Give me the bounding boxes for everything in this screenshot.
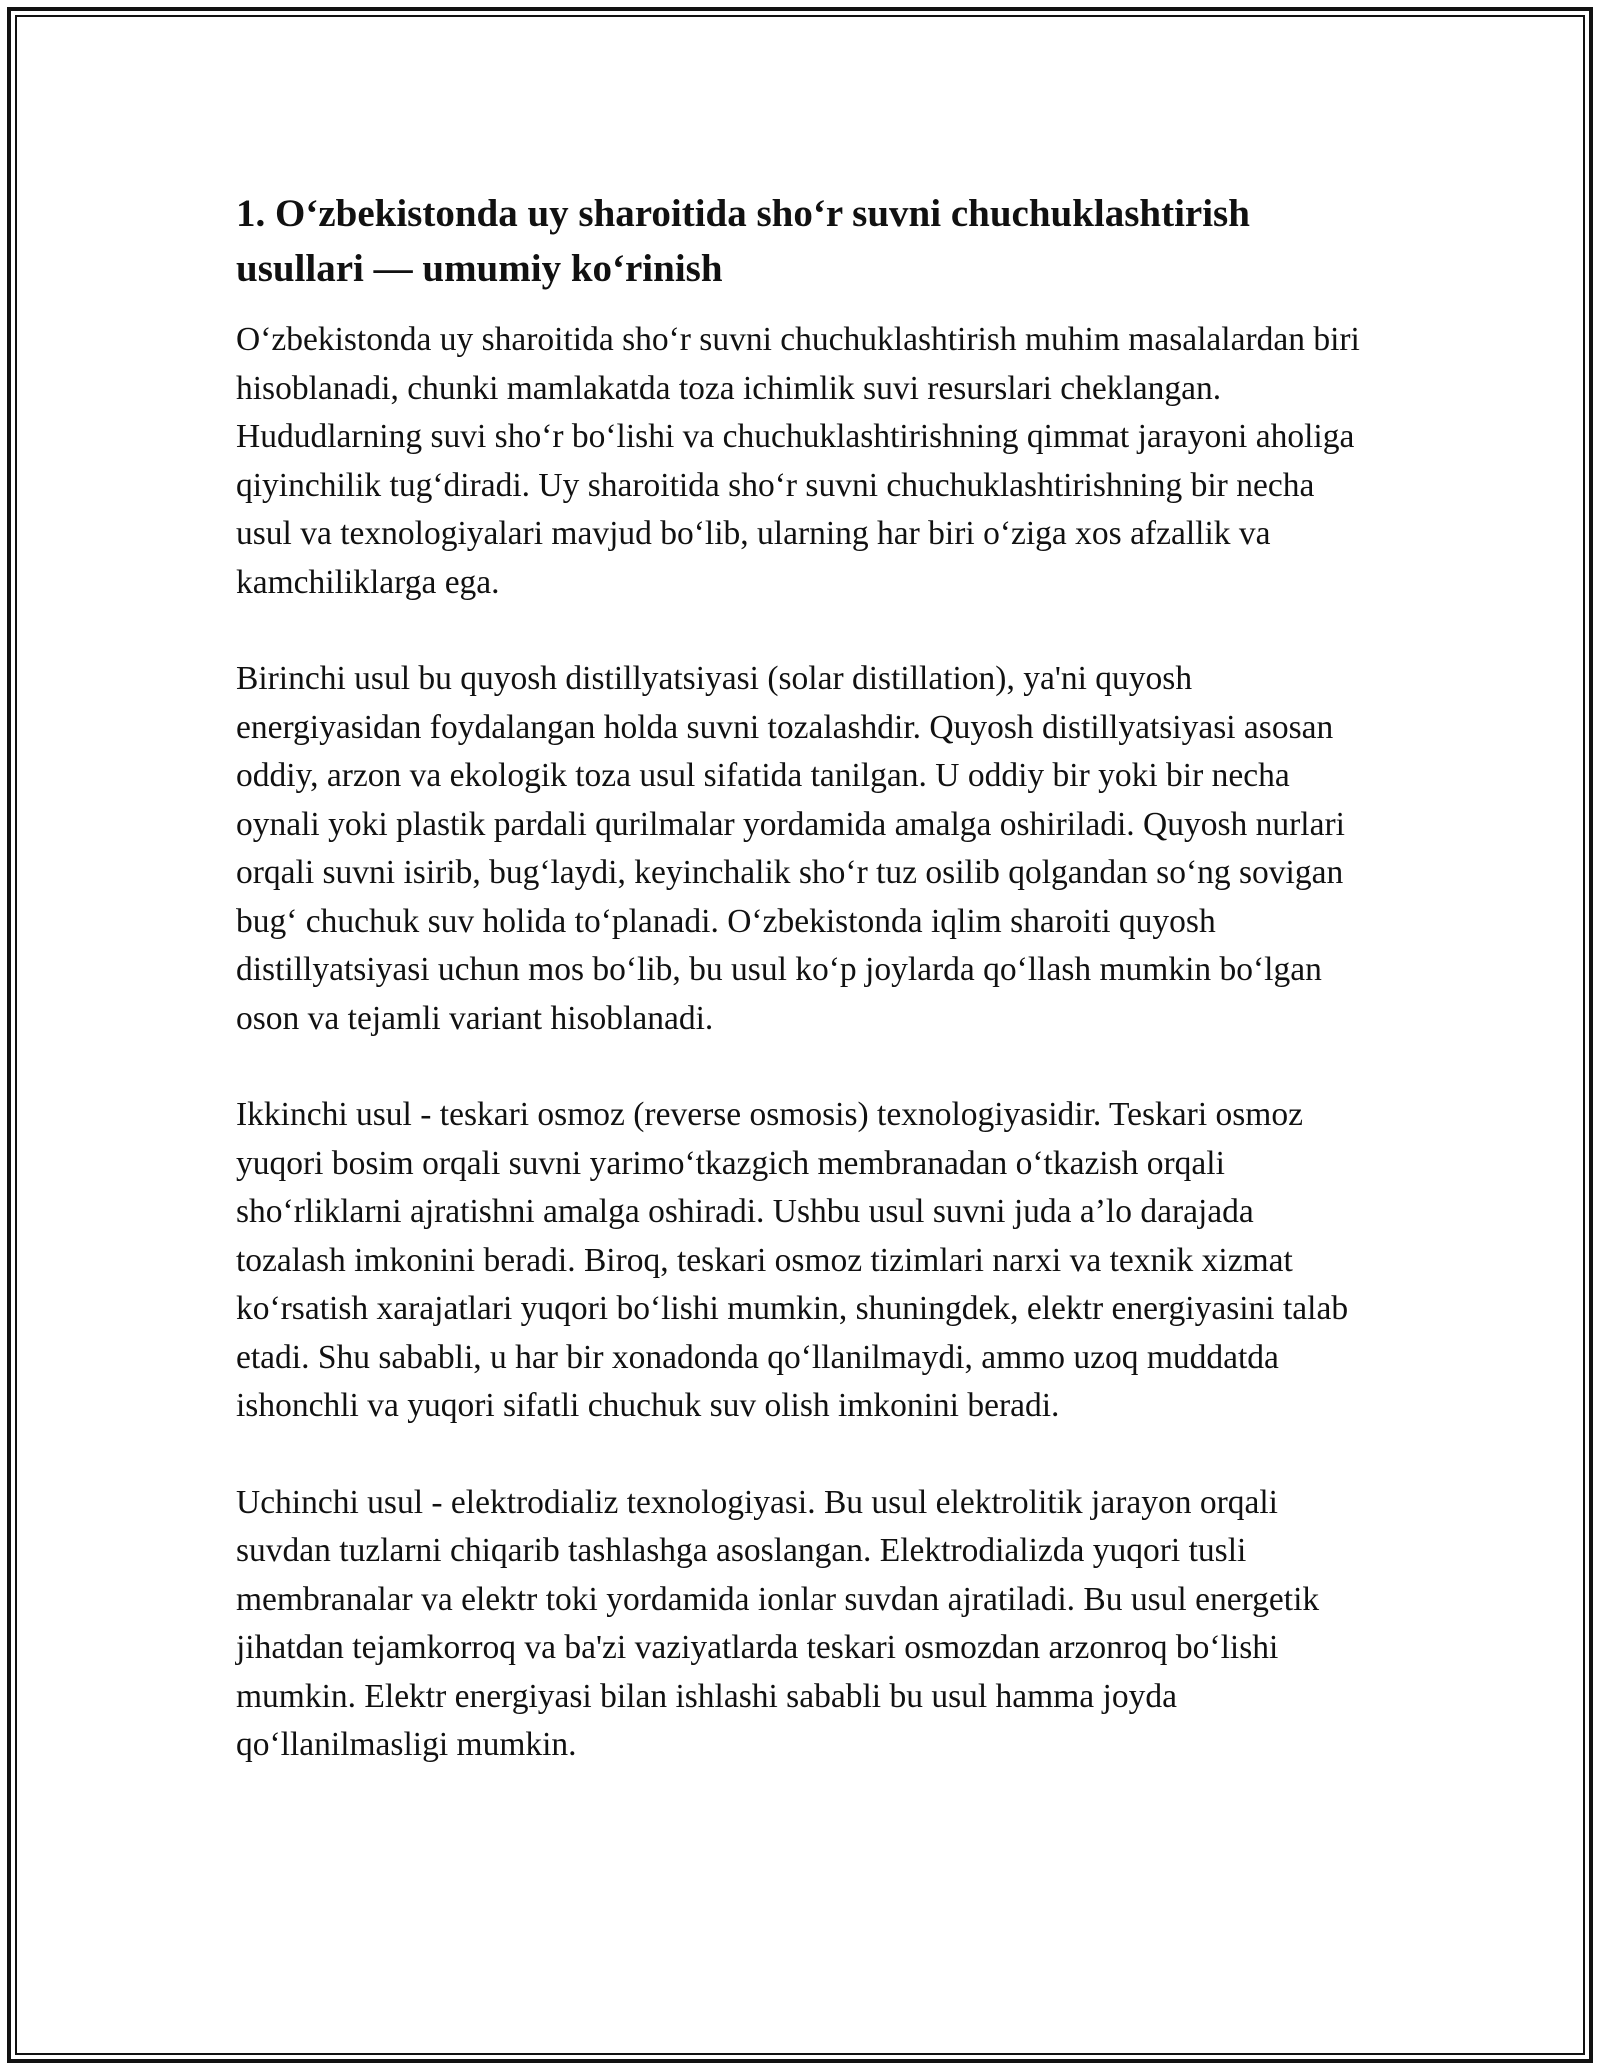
paragraph-electrodialysis: Uchinchi usul - elektrodializ texnologiyasi. Bu usul elektrolitik jarayon orqali suvdan tuzlarni chiqarib tashlashga asoslangan. Elektrodializda yuqori tusli membranalar va elektr toki yordamida ionlar suvdan ajratiladi. Bu usul energetik jihatdan tejamkorroq va ba'zi vaziyatlarda teskari osmozdan arzonroq bo‘lishi mumkin. Elektr energiyasi bilan ishlashi sababli bu usul hamma joyda qo‘llanilmasligi mumkin. — [236, 1483, 1320, 1763]
section-heading: 1. O‘zbekistonda uy sharoitida sho‘r suvni chuchuklashtirish usullari — umumiy ko‘rinish — [236, 192, 1250, 290]
paragraph-reverse-osmosis: Ikkinchi usul - teskari osmoz (reverse osmosis) texnologiyasidir. Teskari osmoz yuqori bosim orqali suvni yarimo‘tkazgich membranadan o‘tkazish orqali sho‘rliklarni ajratishni amalga oshiradi. Ushbu usul suvni juda a’lo darajada tozalash imkonini beradi. Biroq, teskari osmoz tizimlari narxi va texnik xizmat ko‘rsatish xarajatlari yuqori bo‘lishi mumkin, shuningdek, elektr energiyasini talab etadi. Shu sababli, u har bir xonadonda qo‘llanilmaydi, ammo uzoq muddatda ishonchli va yuqori sifatli chuchuk suv olish imkonini beradi. — [236, 1096, 1349, 1424]
paragraph-intro: O‘zbekistonda uy sharoitida sho‘r suvni chuchuklashtirish muhim masalalardan biri hisoblanadi, chunki mamlakatda toza ichimlik suvi resurslari cheklangan. Hududlarning suvi sho‘r bo‘lishi va chuchuklashtirishning qimmat jarayoni aholiga qiyinchilik tug‘diradi. Uy sharoitida sho‘r suvni chuchuklashtirishning bir necha usul va texnologiyalari mavjud bo‘lib, ularning har biri o‘ziga xos afzallik va kamchiliklarga ega. — [236, 321, 1360, 601]
document-body — [236, 186, 1366, 1818]
paragraph-solar-distillation: Birinchi usul bu quyosh distillyatsiyasi (solar distillation), ya'ni quyosh energiyasidan foydalangan holda suvni tozalashdir. Quyosh distillyatsiyasi asosan oddiy, arzon va ekologik toza usul sifatida tanilgan. U oddiy bir yoki bir necha oynali yoki plastik pardali qurilmalar yordamida amalga oshiriladi. Quyosh nurlari orqali suvni isirib, bug‘laydi, keyinchalik sho‘r tuz osilib qolgandan so‘ng sovigan bug‘ chuchuk suv holida to‘planadi. O‘zbekistonda iqlim sharoiti quyosh distillyatsiyasi uchun mos bo‘lib, bu usul ko‘p joylarda qo‘llash mumkin bo‘lgan oson va tejamli variant hisoblanadi. — [236, 660, 1345, 1037]
